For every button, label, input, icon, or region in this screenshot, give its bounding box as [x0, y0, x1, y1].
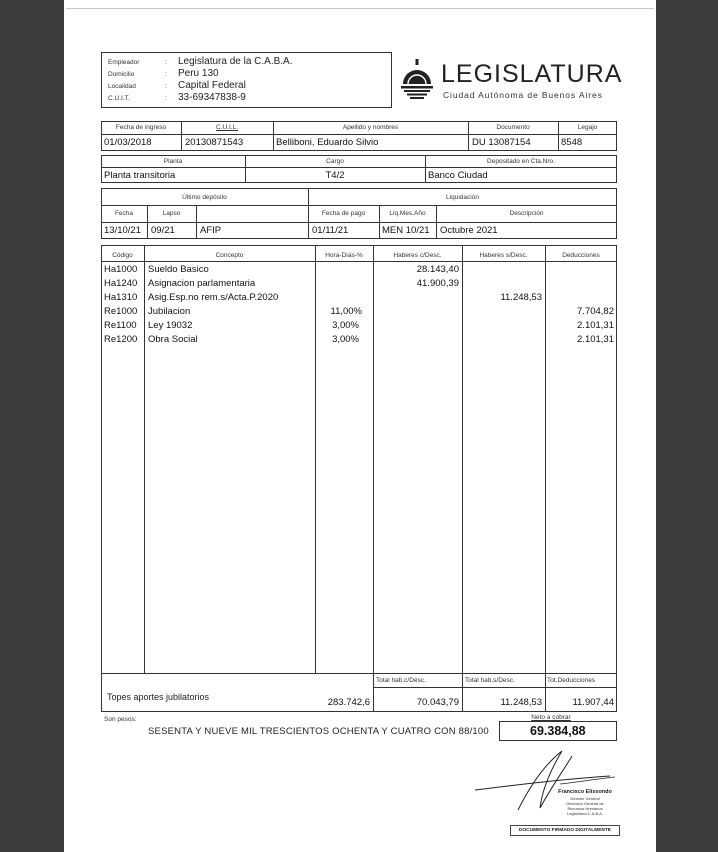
payment-date-value: 01/11/21 [312, 225, 349, 236]
cuil-header: C.U.I.L. [215, 124, 239, 131]
logo-subtitle: Ciudad Autónoma de Buenos Aires [443, 90, 603, 100]
row-earnings-without-deductions: 11.248,53 [500, 292, 542, 303]
plant-value: Planta transitoria [104, 170, 176, 181]
liq-month-header: Liq.Mes.Año [389, 210, 426, 217]
row-percent: 3,00% [332, 334, 359, 345]
file-number-value: 8548 [561, 137, 583, 148]
colon: : [165, 95, 167, 102]
topes-value: 283.742,6 [327, 697, 370, 708]
divider [101, 673, 617, 674]
row-earnings-with-deductions: 28.143,40 [416, 264, 459, 275]
net-pay-label: Neto a cobrar [531, 714, 571, 721]
document-value: DU 13087154 [472, 137, 531, 148]
locality-label: Localidad [108, 83, 136, 90]
divider [144, 245, 145, 673]
file-number-header: Legajo [577, 124, 598, 131]
cuit-label: C.U.I.T. [108, 95, 130, 102]
divider [373, 687, 617, 688]
row-concept: Ley 19032 [148, 320, 193, 331]
locality-value: Capital Federal [178, 80, 246, 91]
period-header: Lapso [162, 210, 181, 217]
deposit-date-header: Fecha [114, 210, 134, 217]
divider [101, 261, 617, 262]
row-concept: Asignacion parlamentaria [148, 278, 256, 289]
total-with-deductions: 70.043,79 [416, 697, 459, 708]
row-deduction: 2.101,31 [577, 320, 614, 331]
divider [101, 134, 617, 135]
divider [373, 245, 374, 712]
signer-title: Director General [570, 796, 600, 801]
employer-label: Empleador [108, 59, 140, 66]
description-value: Octubre 2021 [440, 225, 498, 236]
period-value: 09/21 [151, 225, 175, 236]
deposit-date-value: 13/10/21 [104, 225, 141, 236]
deposit-entity-value: AFIP [200, 225, 222, 236]
last-deposit-header: Último depósito [182, 194, 227, 201]
divider [101, 167, 617, 168]
total-with-deductions-label: Total hab.c/Desc. [376, 677, 426, 684]
row-code: Re1200 [104, 334, 138, 345]
son-pesos-label: Son pesos: [104, 716, 137, 723]
divider [462, 245, 463, 712]
bank-value: Banco Ciudad [428, 170, 488, 181]
divider [101, 205, 617, 206]
role-header: Cargo [326, 158, 344, 165]
legislature-building-icon [398, 58, 436, 102]
topes-label: Topes aportes jubilatorios [107, 692, 210, 702]
address-value: Peru 130 [178, 68, 219, 79]
row-concept: Jubilacion [148, 306, 191, 317]
employer-value: Legislatura de la C.A.B.A. [178, 56, 293, 67]
amount-in-words: SESENTA Y NUEVE MIL TRESCIENTOS OCHENTA Y CUATRO CON 88/100 [148, 726, 489, 737]
plant-header: Planta [163, 158, 183, 165]
row-code: Ha1240 [104, 278, 138, 289]
signer-institution: Legislatura C.A.B.A. [566, 811, 604, 816]
net-pay-value: 69.384,88 [530, 724, 586, 738]
role-value: T4/2 [325, 170, 345, 181]
address-label: Domicilio [108, 71, 135, 78]
divider [101, 222, 617, 223]
row-code: Ha1000 [104, 264, 138, 275]
liq-month-value: MEN 10/21 [382, 225, 430, 236]
cuit-value: 33-69347838-9 [178, 92, 246, 103]
row-code: Re1100 [104, 320, 137, 331]
employee-name: Belliboni, Eduardo Silvio [276, 137, 379, 148]
digital-signature-stamp: DOCUMENTO FIRMADO DIGITALMENTE [510, 825, 620, 836]
deposit-account-header: Depositado en Cta.Nro. [487, 158, 555, 165]
hire-date-header: Fecha de ingreso [115, 124, 167, 131]
code-header: Código [112, 252, 133, 259]
signer-name: Francisco Elissondo [558, 789, 612, 795]
row-concept: Sueldo Basico [148, 264, 209, 275]
row-percent: 3,00% [332, 320, 359, 331]
colon: : [165, 59, 167, 66]
right-margin [656, 0, 718, 852]
liquidation-header: Liquidación [446, 194, 479, 201]
earnings-without-deductions-header: Haberes s/Desc. [479, 252, 528, 259]
description-header: Descripción [509, 210, 544, 217]
total-deductions-label: Tot.Deducciones [547, 677, 596, 684]
hire-date-value: 01/03/2018 [104, 137, 152, 148]
divider [196, 205, 197, 239]
document-header: Documento [496, 124, 530, 131]
hours-pct-header: Hora-Días-% [325, 252, 363, 259]
row-concept: Asig.Esp.no rem.s/Acta.P.2020 [148, 292, 279, 303]
row-percent: 11,00% [330, 306, 362, 317]
row-code: Ha1310 [104, 292, 138, 303]
colon: : [165, 83, 167, 90]
row-deduction: 7.704,82 [577, 306, 614, 317]
left-margin [0, 0, 64, 852]
earnings-with-deductions-header: Haberes c/Desc. [393, 252, 442, 259]
page-top-rule [66, 8, 654, 9]
deductions-header: Deducciones [562, 252, 600, 259]
signer-department: Recursos Humanos [567, 806, 603, 811]
total-deductions: 11.907,44 [572, 697, 614, 708]
signer-department: Dirección General de [566, 801, 604, 806]
total-without-deductions: 11.248,53 [500, 697, 542, 708]
row-deduction: 2.101,31 [577, 334, 614, 345]
row-concept: Obra Social [148, 334, 198, 345]
cuil-value: 20130871543 [185, 137, 244, 148]
colon: : [165, 71, 167, 78]
row-code: Re1000 [104, 306, 138, 317]
payment-date-header: Fecha de pago [321, 210, 366, 217]
name-header: Apellido y nombres [342, 124, 399, 131]
logo-title: LEGISLATURA [441, 60, 623, 88]
total-without-deductions-label: Total hab.s/Desc. [465, 677, 515, 684]
concept-header: Concepto [215, 252, 244, 259]
row-earnings-with-deductions: 41.900,39 [416, 278, 459, 289]
